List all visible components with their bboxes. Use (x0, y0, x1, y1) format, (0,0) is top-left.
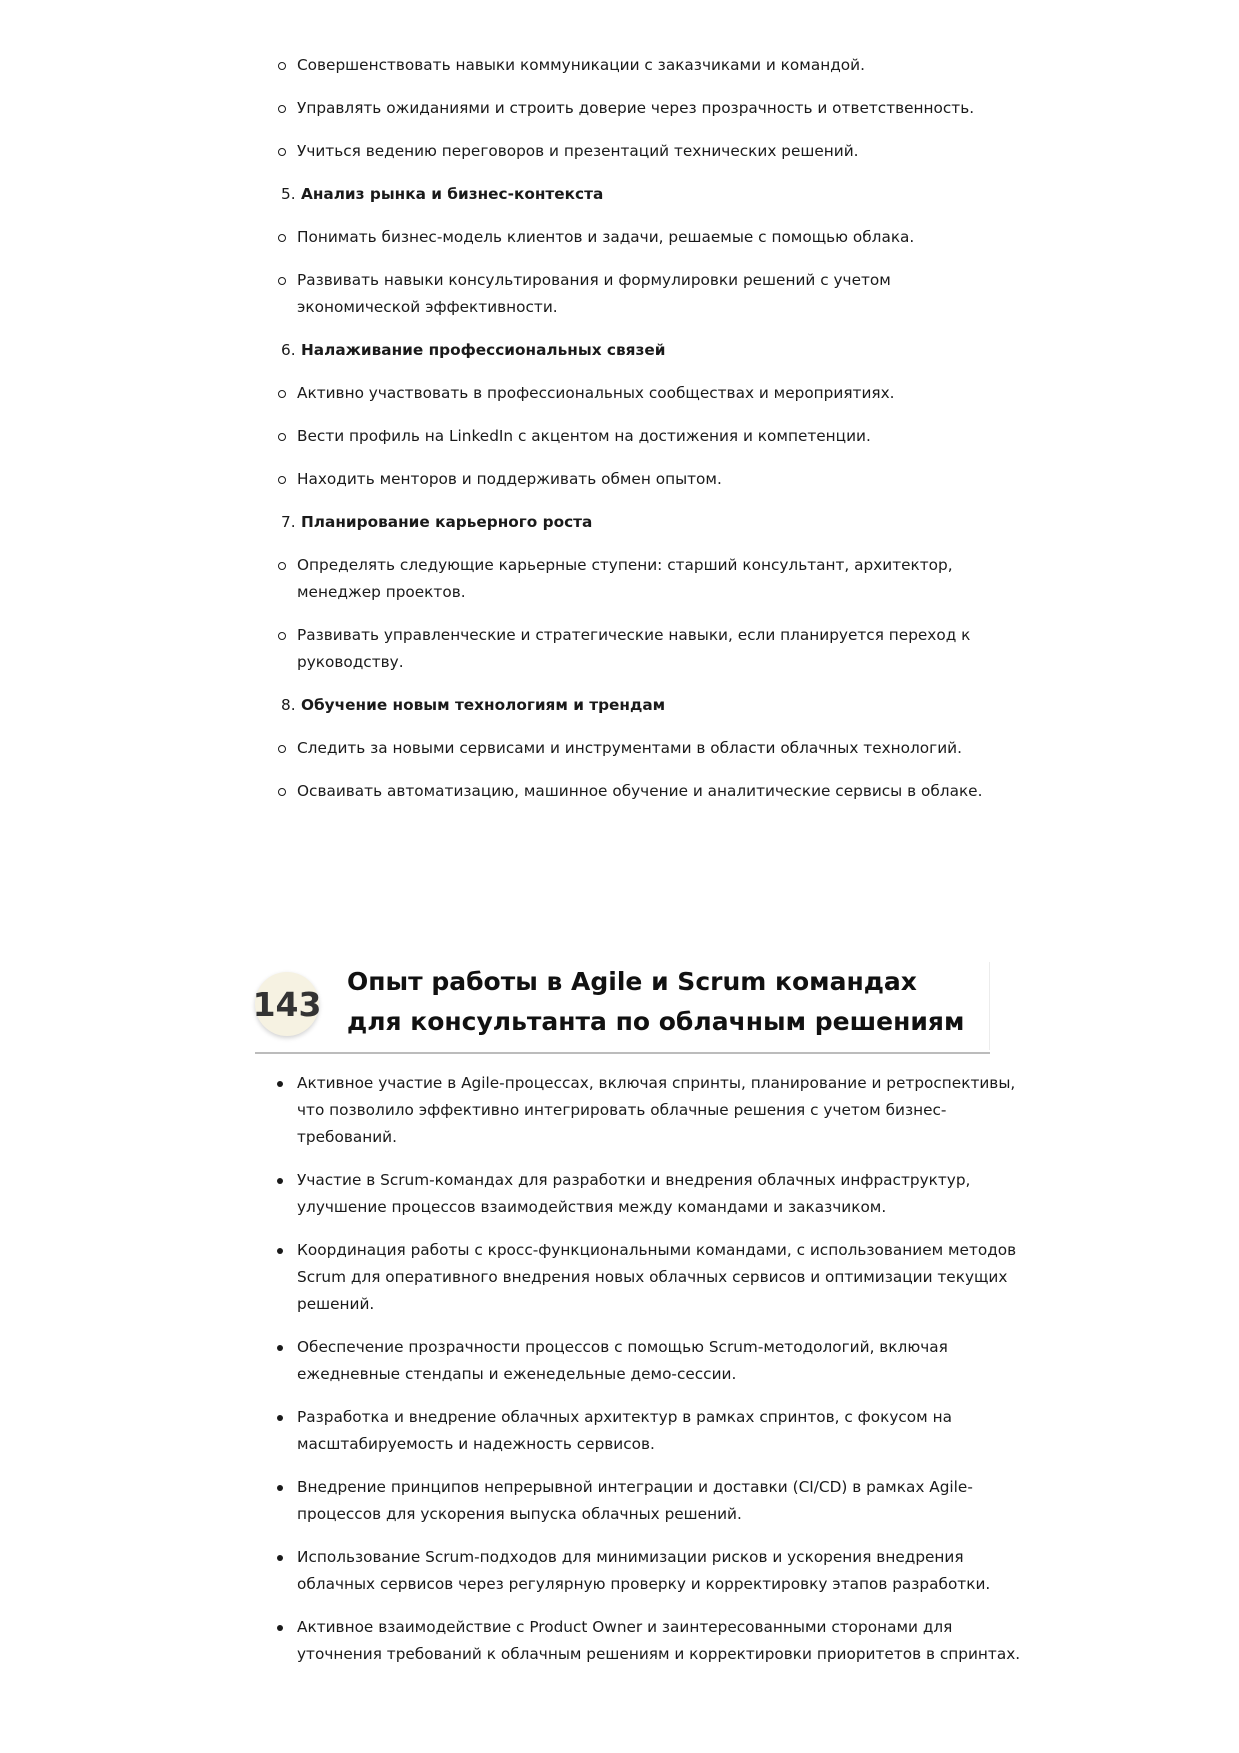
disc-bullet-icon (277, 1345, 283, 1351)
disc-bullet-icon (277, 1081, 283, 1087)
list-item (297, 423, 995, 450)
item-number: 5. (281, 185, 296, 203)
list-item-text: Участие в Scrum-командах для разработки и внедрения облачных инфраструктур, улучшение процессов взаимодействия между командами и заказчиком. (297, 1171, 971, 1216)
section-title: Опыт работы в Agile и Scrum командах для консультанта по облачным решениям (347, 967, 965, 1036)
list-item-text: Вести профиль на LinkedIn с акцентом на достижения и компетенции. (297, 427, 871, 445)
list-item (297, 1070, 1037, 1151)
disc-bullet-icon (277, 1625, 283, 1631)
numbered-heading (255, 509, 995, 536)
list-item (297, 1544, 1037, 1598)
list-item (297, 1334, 1037, 1388)
list-item-text: Разработка и внедрение облачных архитектур в рамках спринтов, с фокусом на масштабируемость и надежность сервисов. (297, 1408, 952, 1453)
circle-bullet-icon (278, 390, 286, 398)
list-item-text: Обеспечение прозрачности процессов с помощью Scrum-методологий, включая ежедневные стендапы и еженедельные демо-сессии. (297, 1338, 948, 1383)
list-item-text: Использование Scrum-подходов для минимизации рисков и ускорения внедрения облачных сервисов через регулярную проверку и корректировку этапов разработки. (297, 1548, 991, 1593)
list-item-text: Осваивать автоматизацию, машинное обучение и аналитические сервисы в облаке. (297, 782, 983, 800)
section-number-badge: 143 (255, 972, 319, 1036)
circle-bullet-icon (278, 277, 286, 285)
list-item (297, 52, 995, 79)
list-item-text: Определять следующие карьерные ступени: старший консультант, архитектор, менеджер проектов. (297, 556, 953, 601)
item-title: Обучение новым технологиям и трендам (301, 696, 666, 714)
list-item-text: Активное участие в Agile-процессах, включая спринты, планирование и ретроспективы, что позволило эффективно интегрировать облачные решения с учетом бизнес-требований. (297, 1074, 1016, 1146)
list-item-text: Находить менторов и поддерживать обмен опытом. (297, 470, 722, 488)
list-item (297, 267, 995, 321)
list-item-text: Совершенствовать навыки коммуникации с заказчиками и командой. (297, 56, 865, 74)
list-item (297, 466, 995, 493)
list-item (297, 1167, 1037, 1221)
item-title: Налаживание профессиональных связей (301, 341, 666, 359)
circle-bullet-icon (278, 562, 286, 570)
circle-bullet-icon (278, 62, 286, 70)
list-item (297, 552, 995, 606)
circle-bullet-icon (278, 788, 286, 796)
list-item-text: Управлять ожиданиями и строить доверие через прозрачность и ответственность. (297, 99, 975, 117)
disc-bullet-icon (277, 1555, 283, 1561)
disc-bullet-icon (277, 1248, 283, 1254)
document-body (255, 52, 995, 821)
item-number: 7. (281, 513, 296, 531)
sub-list (255, 380, 995, 493)
item-number: 8. (281, 696, 296, 714)
list-item (297, 138, 995, 165)
circle-bullet-icon (278, 632, 286, 640)
continuation-list (255, 52, 995, 165)
list-item (297, 778, 995, 805)
circle-bullet-icon (278, 105, 286, 113)
list-item (297, 1237, 1037, 1318)
numbered-item-8 (255, 692, 995, 805)
sub-list (255, 552, 995, 676)
list-item-text: Развивать навыки консультирования и формулировки решений с учетом экономической эффективности. (297, 271, 891, 316)
numbered-heading (255, 692, 995, 719)
list-item (297, 1614, 1037, 1668)
list-item-text: Активное взаимодействие с Product Owner и заинтересованными сторонами для уточнения требований к облачным решениям и корректировки приоритетов в спринтах. (297, 1618, 1021, 1663)
disc-bullet-icon (277, 1415, 283, 1421)
list-item-text: Внедрение принципов непрерывной интеграции и доставки (CI/CD) в рамках Agile-процессов для ускорения выпуска облачных решений. (297, 1478, 973, 1523)
circle-bullet-icon (278, 476, 286, 484)
sub-list (255, 735, 995, 805)
list-item (297, 622, 995, 676)
item-title: Анализ рынка и бизнес-контекста (301, 185, 604, 203)
list-item-text: Понимать бизнес-модель клиентов и задачи, решаемые с помощью облака. (297, 228, 915, 246)
numbered-item-7 (255, 509, 995, 676)
circle-bullet-icon (278, 745, 286, 753)
list-item-text: Развивать управленческие и стратегические навыки, если планируется переход к руководству. (297, 626, 971, 671)
disc-bullet-icon (277, 1178, 283, 1184)
list-item-text: Следить за новыми сервисами и инструментами в области облачных технологий. (297, 739, 962, 757)
list-item-text: Активно участвовать в профессиональных сообществах и мероприятиях. (297, 384, 895, 402)
list-item-text: Координация работы с кросс-функциональными командами, с использованием методов Scrum для оперативного внедрения новых облачных сервисов и оптимизации текущих решений. (297, 1241, 1017, 1313)
numbered-heading (255, 337, 995, 364)
list-item-text: Учиться ведению переговоров и презентаций технических решений. (297, 142, 859, 160)
list-item (297, 735, 995, 762)
numbered-heading (255, 181, 995, 208)
circle-bullet-icon (278, 433, 286, 441)
circle-bullet-icon (278, 148, 286, 156)
item-number: 6. (281, 341, 296, 359)
section-bullet-list (255, 1070, 1037, 1684)
sub-list (255, 224, 995, 321)
list-item (297, 1404, 1037, 1458)
circle-bullet-icon (278, 234, 286, 242)
list-item (297, 1474, 1037, 1528)
item-title: Планирование карьерного роста (301, 513, 593, 531)
numbered-item-6 (255, 337, 995, 493)
list-item (297, 224, 995, 251)
list-item (297, 95, 995, 122)
section-divider (989, 962, 990, 1050)
numbered-item-5 (255, 181, 995, 321)
section-header (252, 962, 990, 1054)
list-item (297, 380, 995, 407)
disc-bullet-icon (277, 1485, 283, 1491)
